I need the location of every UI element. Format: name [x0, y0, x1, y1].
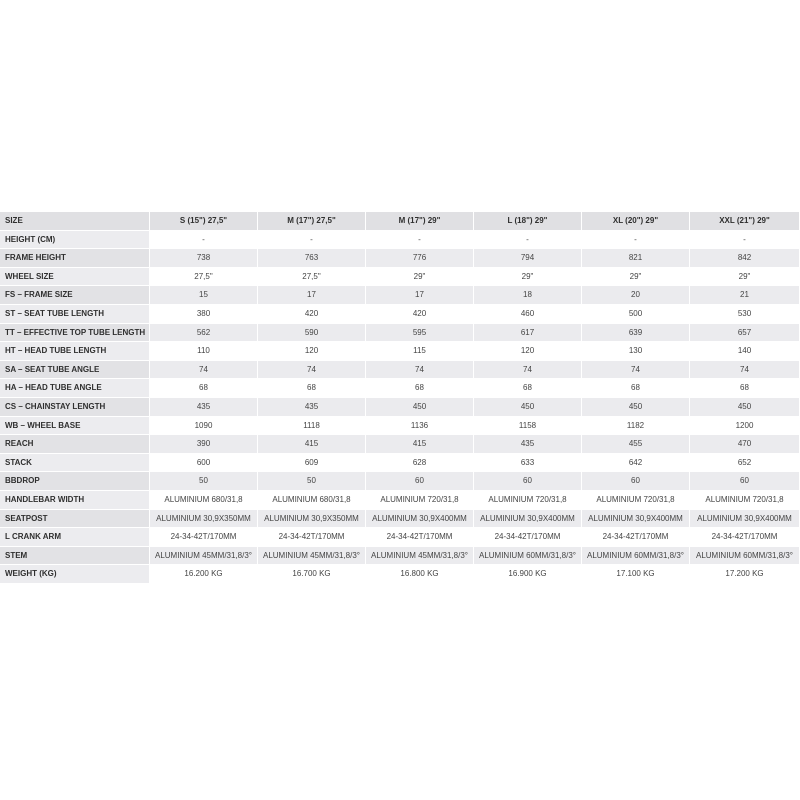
table-cell: ALUMINIUM 30,9X350MM — [150, 510, 258, 529]
table-cell: 1090 — [150, 417, 258, 436]
table-row — [0, 398, 800, 417]
table-cell: 16.800 KG — [366, 565, 474, 584]
row-label: HT – HEAD TUBE LENGTH — [0, 342, 150, 361]
table-cell: 74 — [366, 361, 474, 380]
size-column-header: S (15") 27,5" — [150, 212, 258, 231]
table-cell: ALUMINIUM 30,9X400MM — [690, 510, 800, 529]
row-label: WB – WHEEL BASE — [0, 417, 150, 436]
table-row — [0, 231, 800, 250]
table-row — [0, 510, 800, 529]
table-cell: 633 — [474, 454, 582, 473]
table-row — [0, 435, 800, 454]
table-cell: 628 — [366, 454, 474, 473]
table-cell: 776 — [366, 249, 474, 268]
table-cell: ALUMINIUM 45MM/31,8/3° — [258, 547, 366, 566]
table-cell: 20 — [582, 286, 690, 305]
table-cell: 130 — [582, 342, 690, 361]
row-label: STEM — [0, 547, 150, 566]
table-cell: 1136 — [366, 417, 474, 436]
table-cell: 455 — [582, 435, 690, 454]
table-cell: - — [366, 231, 474, 250]
table-cell: 842 — [690, 249, 800, 268]
table-cell: 60 — [474, 472, 582, 491]
table-cell: ALUMINIUM 720/31,8 — [690, 491, 800, 510]
table-cell: 24-34-42T/170MM — [582, 528, 690, 547]
table-cell: - — [690, 231, 800, 250]
table-cell: 27,5" — [258, 268, 366, 287]
table-cell: 60 — [366, 472, 474, 491]
table-cell: ALUMINIUM 30,9X350MM — [258, 510, 366, 529]
size-column-header: XL (20") 29" — [582, 212, 690, 231]
table-cell: ALUMINIUM 30,9X400MM — [474, 510, 582, 529]
table-row — [0, 268, 800, 287]
table-cell: ALUMINIUM 30,9X400MM — [582, 510, 690, 529]
table-cell: 110 — [150, 342, 258, 361]
table-cell: 763 — [258, 249, 366, 268]
table-cell: 74 — [150, 361, 258, 380]
table-cell: 16.900 KG — [474, 565, 582, 584]
table-cell: ALUMINIUM 60MM/31,8/3° — [474, 547, 582, 566]
row-label: STACK — [0, 454, 150, 473]
size-column-header: XXL (21") 29" — [690, 212, 800, 231]
table-cell: ALUMINIUM 30,9X400MM — [366, 510, 474, 529]
table-cell: 27,5" — [150, 268, 258, 287]
table-cell: 24-34-42T/170MM — [474, 528, 582, 547]
header-row — [0, 212, 800, 231]
row-label: FS – FRAME SIZE — [0, 286, 150, 305]
table-cell: 1200 — [690, 417, 800, 436]
row-label: L CRANK ARM — [0, 528, 150, 547]
table-cell: 24-34-42T/170MM — [366, 528, 474, 547]
table-cell: 68 — [258, 379, 366, 398]
table-body — [0, 231, 800, 584]
table-cell: 435 — [258, 398, 366, 417]
table-row — [0, 305, 800, 324]
table-row — [0, 286, 800, 305]
table-cell: 29" — [582, 268, 690, 287]
table-cell: 29" — [474, 268, 582, 287]
table-cell: 16.200 KG — [150, 565, 258, 584]
table-cell: ALUMINIUM 680/31,8 — [150, 491, 258, 510]
table-cell: 415 — [258, 435, 366, 454]
table-cell: 609 — [258, 454, 366, 473]
table-cell: 120 — [474, 342, 582, 361]
table-cell: 17 — [258, 286, 366, 305]
table-cell: 29" — [366, 268, 474, 287]
table-cell: ALUMINIUM 45MM/31,8/3° — [366, 547, 474, 566]
table-cell: 420 — [258, 305, 366, 324]
table-cell: 595 — [366, 324, 474, 343]
geometry-table — [0, 212, 800, 584]
table-row — [0, 417, 800, 436]
table-cell: 450 — [582, 398, 690, 417]
table-cell: 794 — [474, 249, 582, 268]
row-label: SEATPOST — [0, 510, 150, 529]
table-cell: 380 — [150, 305, 258, 324]
table-cell: ALUMINIUM 45MM/31,8/3° — [150, 547, 258, 566]
table-cell: 50 — [150, 472, 258, 491]
table-cell: 562 — [150, 324, 258, 343]
table-cell: 15 — [150, 286, 258, 305]
table-cell: ALUMINIUM 60MM/31,8/3° — [690, 547, 800, 566]
row-label: HA – HEAD TUBE ANGLE — [0, 379, 150, 398]
table-cell: - — [582, 231, 690, 250]
table-cell: 68 — [690, 379, 800, 398]
table-cell: 1158 — [474, 417, 582, 436]
table-row — [0, 472, 800, 491]
table-row — [0, 491, 800, 510]
size-column-header: M (17") 27,5" — [258, 212, 366, 231]
row-label: WEIGHT (KG) — [0, 565, 150, 584]
table-header — [0, 212, 800, 231]
table-cell: 24-34-42T/170MM — [690, 528, 800, 547]
table-cell: 435 — [474, 435, 582, 454]
table-cell: 68 — [150, 379, 258, 398]
row-label: WHEEL SIZE — [0, 268, 150, 287]
table-cell: 530 — [690, 305, 800, 324]
table-cell: 415 — [366, 435, 474, 454]
row-label: REACH — [0, 435, 150, 454]
table-cell: ALUMINIUM 680/31,8 — [258, 491, 366, 510]
table-cell: 74 — [258, 361, 366, 380]
row-label: TT – EFFECTIVE TOP TUBE LENGTH — [0, 324, 150, 343]
table-cell: - — [258, 231, 366, 250]
table-cell: 74 — [474, 361, 582, 380]
table-cell: 450 — [690, 398, 800, 417]
table-cell: 435 — [150, 398, 258, 417]
table-row — [0, 249, 800, 268]
table-cell: 120 — [258, 342, 366, 361]
table-cell: 60 — [690, 472, 800, 491]
table-cell: 1118 — [258, 417, 366, 436]
table-cell: 68 — [582, 379, 690, 398]
table-cell: - — [150, 231, 258, 250]
size-column-header: L (18") 29" — [474, 212, 582, 231]
table-cell: 17.200 KG — [690, 565, 800, 584]
table-cell: 74 — [690, 361, 800, 380]
table-cell: 29" — [690, 268, 800, 287]
row-label: FRAME HEIGHT — [0, 249, 150, 268]
table-cell: ALUMINIUM 720/31,8 — [582, 491, 690, 510]
table-cell: 639 — [582, 324, 690, 343]
table-cell: 590 — [258, 324, 366, 343]
table-row — [0, 547, 800, 566]
table-cell: 18 — [474, 286, 582, 305]
table-cell: 450 — [366, 398, 474, 417]
table-cell: 115 — [366, 342, 474, 361]
table-cell: 652 — [690, 454, 800, 473]
table-cell: 460 — [474, 305, 582, 324]
size-header-label: SIZE — [0, 212, 150, 231]
table-cell: 68 — [474, 379, 582, 398]
table-row — [0, 528, 800, 547]
table-cell: 738 — [150, 249, 258, 268]
table-cell: 68 — [366, 379, 474, 398]
table-cell: ALUMINIUM 720/31,8 — [366, 491, 474, 510]
table-row — [0, 565, 800, 584]
table-cell: - — [474, 231, 582, 250]
table-row — [0, 379, 800, 398]
table-cell: 140 — [690, 342, 800, 361]
table-cell: 390 — [150, 435, 258, 454]
table-cell: 642 — [582, 454, 690, 473]
table-cell: 600 — [150, 454, 258, 473]
table-cell: 617 — [474, 324, 582, 343]
table-cell: ALUMINIUM 60MM/31,8/3° — [582, 547, 690, 566]
table-row — [0, 342, 800, 361]
table-cell: 21 — [690, 286, 800, 305]
row-label: ST – SEAT TUBE LENGTH — [0, 305, 150, 324]
row-label: HEIGHT (CM) — [0, 231, 150, 250]
table-cell: 821 — [582, 249, 690, 268]
size-column-header: M (17") 29" — [366, 212, 474, 231]
table-cell: 450 — [474, 398, 582, 417]
table-cell: 657 — [690, 324, 800, 343]
table-cell: ALUMINIUM 720/31,8 — [474, 491, 582, 510]
row-label: SA – SEAT TUBE ANGLE — [0, 361, 150, 380]
row-label: CS – CHAINSTAY LENGTH — [0, 398, 150, 417]
table-cell: 470 — [690, 435, 800, 454]
table-cell: 420 — [366, 305, 474, 324]
table-row — [0, 361, 800, 380]
row-label: BBDROP — [0, 472, 150, 491]
table-cell: 74 — [582, 361, 690, 380]
table-cell: 24-34-42T/170MM — [150, 528, 258, 547]
table-cell: 500 — [582, 305, 690, 324]
table-row — [0, 454, 800, 473]
table-cell: 60 — [582, 472, 690, 491]
table-cell: 17 — [366, 286, 474, 305]
table-cell: 50 — [258, 472, 366, 491]
table-row — [0, 324, 800, 343]
table-cell: 1182 — [582, 417, 690, 436]
row-label: HANDLEBAR WIDTH — [0, 491, 150, 510]
table-cell: 24-34-42T/170MM — [258, 528, 366, 547]
table-cell: 17.100 KG — [582, 565, 690, 584]
table-cell: 16.700 KG — [258, 565, 366, 584]
